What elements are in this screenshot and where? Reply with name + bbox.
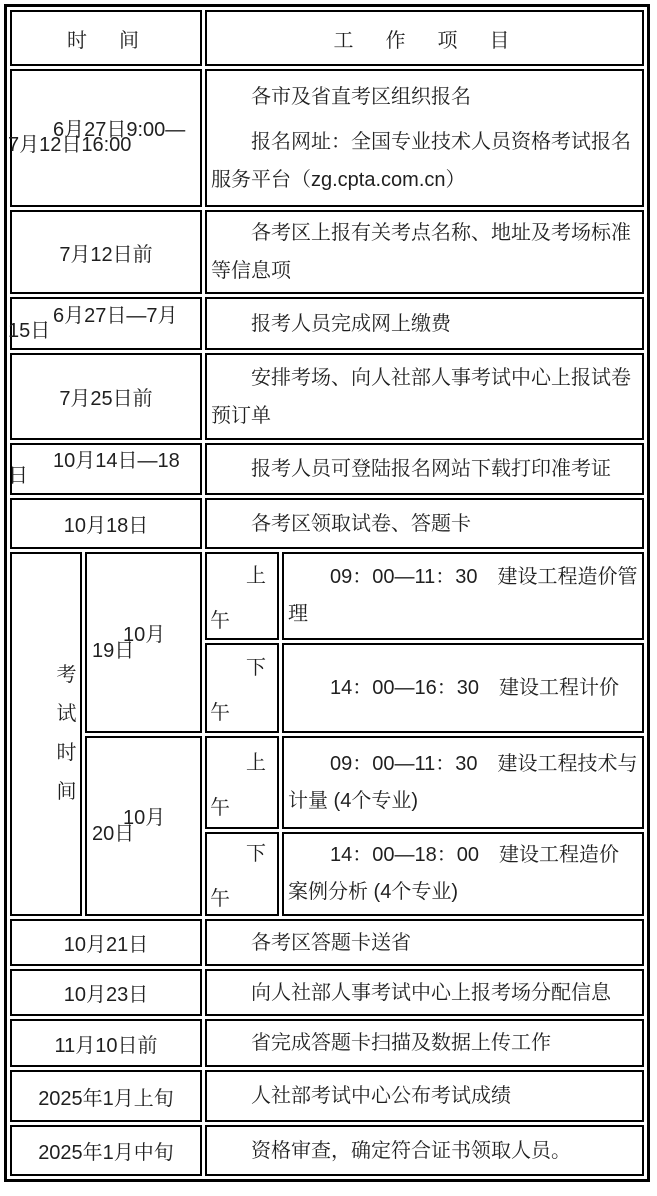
table-row (10, 498, 644, 549)
table-row (10, 919, 644, 966)
table-row (10, 1019, 644, 1067)
time-text: 10月18日 (63, 515, 149, 537)
period-line-1: 上 (246, 565, 266, 587)
period-line-1: 上 (246, 751, 266, 774)
session-text: 14：00—18：00 建设工程造价案例分析 (4个专业) (288, 844, 619, 903)
period-line-2: 午 (210, 888, 230, 910)
work-paragraph: 各考区领取试卷、答题卡 (251, 512, 471, 535)
exam-label: 考试时间 (56, 664, 77, 803)
time-text: 7月25日前 (59, 388, 153, 410)
period-cell (205, 736, 279, 829)
work-cell (205, 297, 644, 350)
table-row (10, 443, 644, 495)
period-line-1: 下 (246, 843, 266, 865)
time-cell (10, 969, 202, 1016)
exam-date-cell (85, 552, 202, 733)
date-text (87, 623, 200, 662)
period-text (207, 651, 277, 725)
work-paragraph: 各考区答题卡送省 (251, 931, 411, 954)
time-text (8, 119, 200, 156)
period-line-2: 午 (210, 702, 230, 724)
period-text (207, 746, 277, 820)
work-cell (205, 969, 644, 1016)
time-cell (10, 69, 202, 207)
period-cell (205, 552, 279, 640)
time-line-1: 6月27日9:00— (53, 119, 186, 141)
table-row (10, 297, 644, 350)
date-line-1: 10月 (123, 623, 166, 646)
date-text (87, 807, 200, 845)
date-line-2: 20日 (92, 823, 135, 845)
table-row (10, 1070, 644, 1122)
time-cell (10, 498, 202, 549)
session-text: 09：00—11：30 建设工程造价管理 (288, 566, 638, 625)
work-cell (205, 443, 644, 495)
work-cell (205, 1125, 644, 1176)
work-paragraph: 安排考场、向人社部人事考试中心上报试卷预订单 (211, 366, 631, 427)
time-line-2: 15日 (8, 319, 51, 342)
session-cell (282, 552, 644, 640)
date-line-2: 19日 (92, 639, 135, 662)
work-paragraph: 各市及省直考区组织报名 (251, 85, 471, 108)
session-text: 09：00—11：30 建设工程技术与计量 (4个专业) (288, 752, 638, 812)
work-paragraph: 人社部考试中心公布考试成绩 (251, 1085, 511, 1107)
work-cell (205, 69, 644, 207)
header-time-label: 时 间 (67, 29, 145, 52)
period-text (207, 837, 277, 911)
table-row (10, 1125, 644, 1176)
period-line-2: 午 (210, 610, 230, 632)
time-text: 7月12日前 (59, 243, 153, 266)
header-row (10, 10, 644, 66)
exam-row (10, 552, 644, 640)
date-line-1: 10月 (123, 807, 166, 829)
time-cell (10, 919, 202, 966)
period-cell (205, 643, 279, 733)
work-cell (205, 210, 644, 294)
time-text: 2025年1月上旬 (38, 1087, 174, 1110)
work-cell (205, 498, 644, 549)
time-cell (10, 1125, 202, 1176)
time-line-1: 10月14日—18 (53, 450, 180, 472)
time-cell (10, 443, 202, 495)
schedule-table (4, 4, 650, 1182)
work-paragraph: 报考人员可登陆报名网站下载打印准考证 (251, 458, 611, 480)
exam-date-cell (85, 736, 202, 916)
header-time-cell (10, 10, 202, 66)
time-cell (10, 1019, 202, 1067)
time-cell (10, 210, 202, 294)
work-cell (205, 1070, 644, 1122)
session-text: 14：00—16：30 建设工程计价 (330, 676, 619, 699)
work-cell (205, 353, 644, 440)
time-text: 2025年1月中旬 (38, 1142, 174, 1164)
work-paragraph: 省完成答题卡扫描及数据上传工作 (251, 1032, 551, 1054)
period-line-1: 下 (246, 657, 266, 679)
header-work-cell (205, 10, 644, 66)
work-paragraph: 向人社部人事考试中心上报考场分配信息 (251, 981, 611, 1004)
table-row (10, 69, 644, 207)
period-text (207, 559, 277, 633)
work-cell (205, 1019, 644, 1067)
exam-row (10, 736, 644, 829)
work-paragraph: 报名网址：全国专业技术人员资格考试报名服务平台（zg.cpta.com.cn） (211, 130, 631, 191)
time-line-2: 7月12日16:00 (8, 134, 132, 156)
time-cell (10, 353, 202, 440)
work-paragraph: 报考人员完成网上缴费 (251, 312, 451, 335)
session-cell (282, 832, 644, 916)
table-row (10, 353, 644, 440)
time-text (8, 304, 200, 342)
work-paragraph: 资格审查，确定符合证书领取人员。 (251, 1139, 571, 1162)
work-cell (205, 919, 644, 966)
table-row (10, 210, 644, 294)
header-work-label: 工 作 项 目 (333, 29, 516, 52)
time-cell (10, 297, 202, 350)
time-text (8, 450, 200, 487)
time-line-1: 6月27日—7月 (53, 304, 178, 327)
time-text: 10月23日 (63, 984, 149, 1006)
session-cell (282, 736, 644, 829)
time-text: 11月10日前 (54, 1034, 158, 1057)
time-line-2: 日 (8, 465, 28, 487)
session-cell (282, 643, 644, 733)
table-row (10, 969, 644, 1016)
time-cell (10, 1070, 202, 1122)
period-line-2: 午 (210, 796, 230, 819)
exam-label-cell (10, 552, 82, 916)
time-text: 10月21日 (63, 934, 149, 956)
period-cell (205, 832, 279, 916)
work-paragraph: 各考区上报有关考点名称、地址及考场标准等信息项 (211, 222, 631, 282)
